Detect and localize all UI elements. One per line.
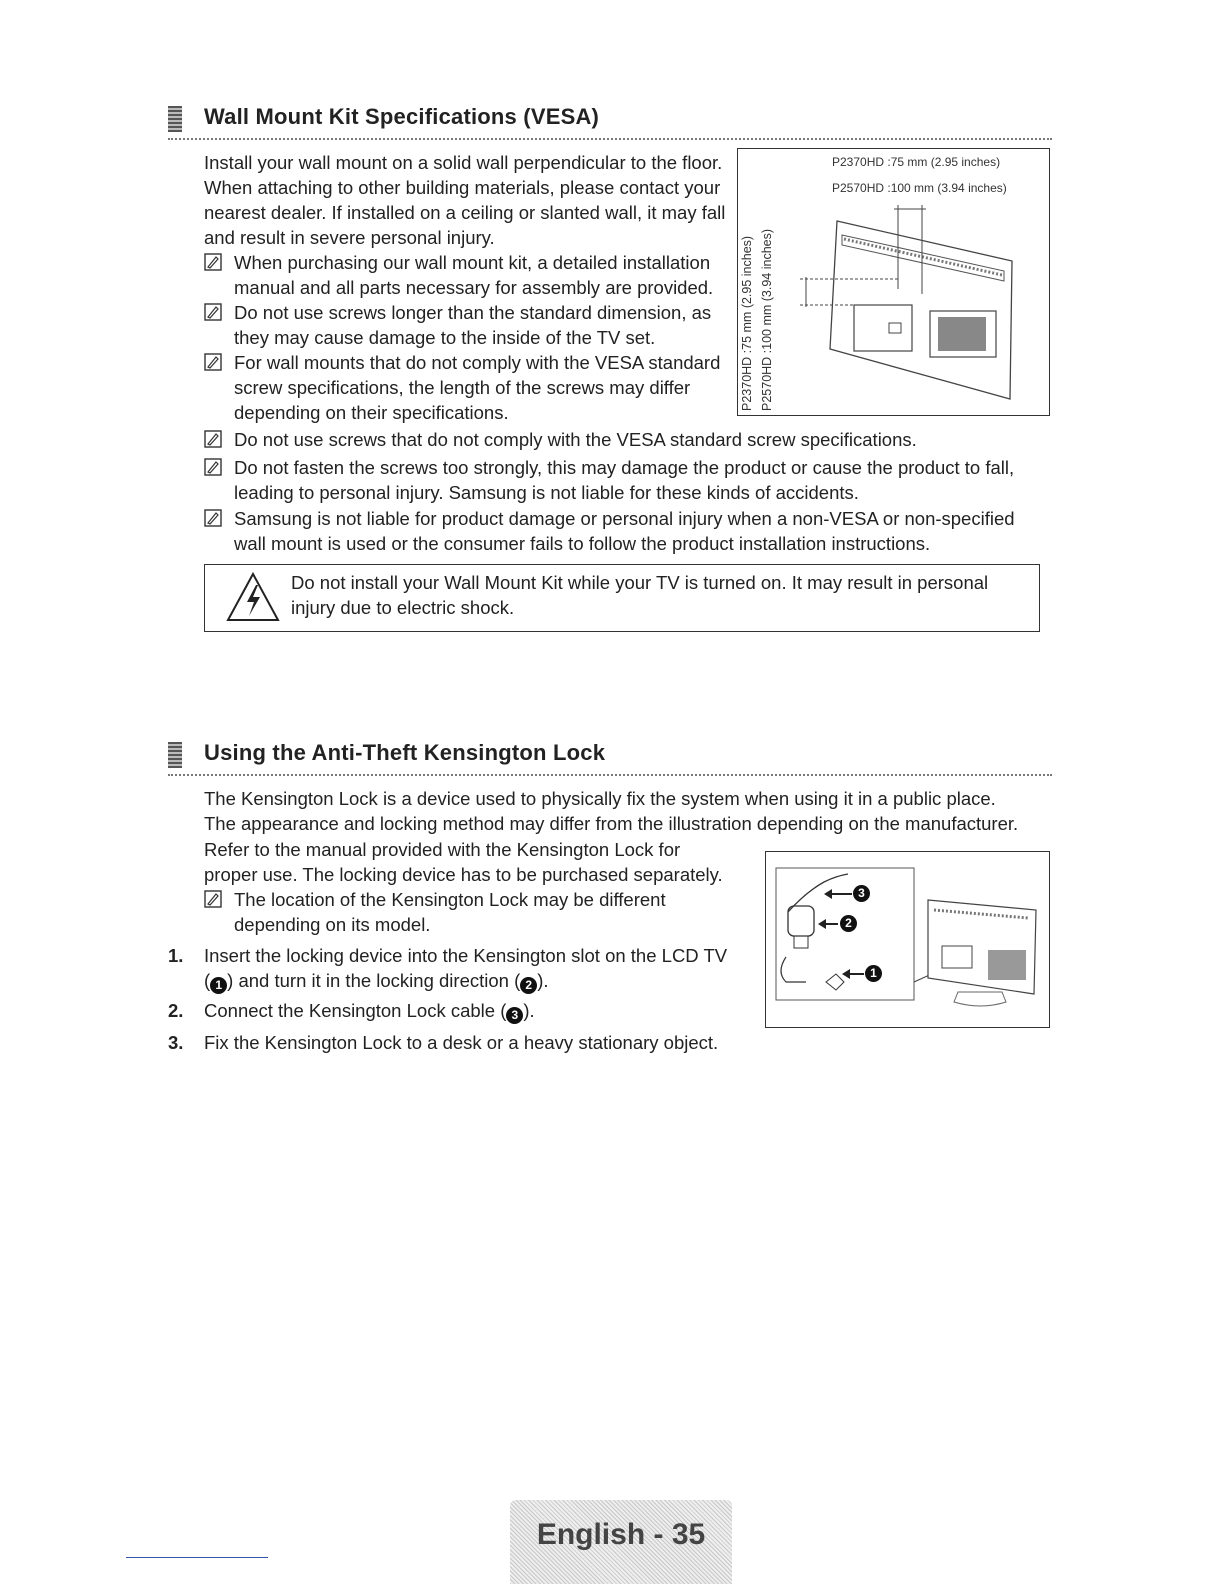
step-text: Connect the Kensington Lock cable ( 3 ). [204,1000,535,1022]
step-number: 3. [168,1032,184,1053]
section-title: Wall Mount Kit Specifications (VESA) [204,104,600,129]
note-item [204,300,739,350]
section-header-kensington [168,740,1052,776]
section-header-wall-mount [168,104,1052,140]
note-line: Do not use screws longer than the standard dimension, as [234,302,712,323]
page-footer-tab [510,1500,732,1584]
tv-back-illustration [782,199,1044,411]
note-line: depending on its model. [234,914,431,935]
note-line: The location of the Kensington Lock may be different [234,889,666,910]
step-number: 1. [168,945,184,966]
kensington-figure [765,851,1050,1028]
step-item [168,1030,868,1055]
intro-line: nearest dealer. If installed on a ceiling or slanted wall, it may fall [204,202,726,223]
note-icon [204,353,222,371]
note-line: leading to personal injury. Samsung is not liable for these kinds of accidents. [234,482,859,503]
footer-rule [126,1557,268,1558]
note-line: For wall mounts that do not comply with the VESA standard [234,352,721,373]
intro-line: The Kensington Lock is a device used to physically fix the system when using it in a public place. [204,788,996,809]
note-line: they may cause damage to the inside of the TV set. [234,327,656,348]
step-text-line2: ( 1 ) and turn it in the locking direction ( 2 ). [204,970,549,992]
intro-line: Install your wall mount on a solid wall perpendicular to the floor. [204,152,723,173]
spec-label: P2570HD :100 mm (3.94 inches) [832,181,1007,195]
note-icon [204,253,222,271]
note-item [204,506,1064,556]
kensington-refer [204,837,764,887]
note-item [204,455,1064,505]
callout-3-icon: 3 [853,885,870,902]
refer-line: proper use. The locking device has to be purchased separately. [204,864,723,885]
callout-2-icon: 2 [840,915,857,932]
step-text: Insert the locking device into the Kensington slot on the LCD TV [204,945,728,966]
note-item [204,887,744,937]
note-icon [204,430,222,448]
note-line: manual and all parts necessary for assembly are provided. [234,277,714,298]
note-item [204,250,739,300]
note-item [204,350,739,425]
note-icon [204,509,222,527]
warning-box [204,564,1040,632]
wall-mount-intro [204,150,744,250]
section-marker [168,742,182,768]
callout-1-icon: 1 [865,965,882,982]
spec-label-vertical: P2370HD :75 mm (2.95 inches) [740,235,754,411]
kensington-illustration [766,852,1049,1027]
step-item [168,943,768,993]
callout-3-icon: 3 [506,1007,523,1024]
note-item [204,427,1064,452]
note-line: Do not fasten the screws too strongly, this may damage the product or cause the product to fall, [234,457,1015,478]
note-icon [204,458,222,476]
note-icon [204,303,222,321]
step-number: 2. [168,1000,184,1021]
callout-1-icon: 1 [210,977,227,994]
step-text: Fix the Kensington Lock to a desk or a heavy stationary object. [204,1032,719,1053]
electric-shock-warning-icon [225,571,281,623]
page-number: English - 35 [536,1518,706,1551]
warning-line: injury due to electric shock. [291,597,515,618]
note-icon [204,890,222,908]
section-title: Using the Anti-Theft Kensington Lock [204,740,606,765]
spec-label-vertical: P2570HD :100 mm (3.94 inches) [760,228,774,411]
spec-label: P2370HD :75 mm (2.95 inches) [832,155,1001,169]
intro-line: The appearance and locking method may differ from the illustration depending on the manufacturer. [204,813,1019,834]
note-line: Do not use screws that do not comply with the VESA standard screw specifications. [234,429,917,450]
callout-2-icon: 2 [520,977,537,994]
refer-line: Refer to the manual provided with the Kensington Lock for [204,839,681,860]
vesa-figure [737,148,1050,416]
warning-text [291,570,1031,620]
note-line: Samsung is not liable for product damage or personal injury when a non-VESA or non-specified [234,508,1015,529]
note-line: wall mount is used or the consumer fails to follow the product installation instructions. [234,533,931,554]
note-line: When purchasing our wall mount kit, a detailed installation [234,252,711,273]
kensington-intro [204,786,1064,836]
warning-line: Do not install your Wall Mount Kit while your TV is turned on. It may result in personal [291,572,989,593]
intro-line: When attaching to other building materials, please contact your [204,177,721,198]
note-line: depending on their specifications. [234,402,509,423]
intro-line: and result in severe personal injury. [204,227,495,248]
section-marker [168,106,182,132]
note-line: screw specifications, the length of the screws may differ [234,377,691,398]
step-item [168,998,768,1023]
